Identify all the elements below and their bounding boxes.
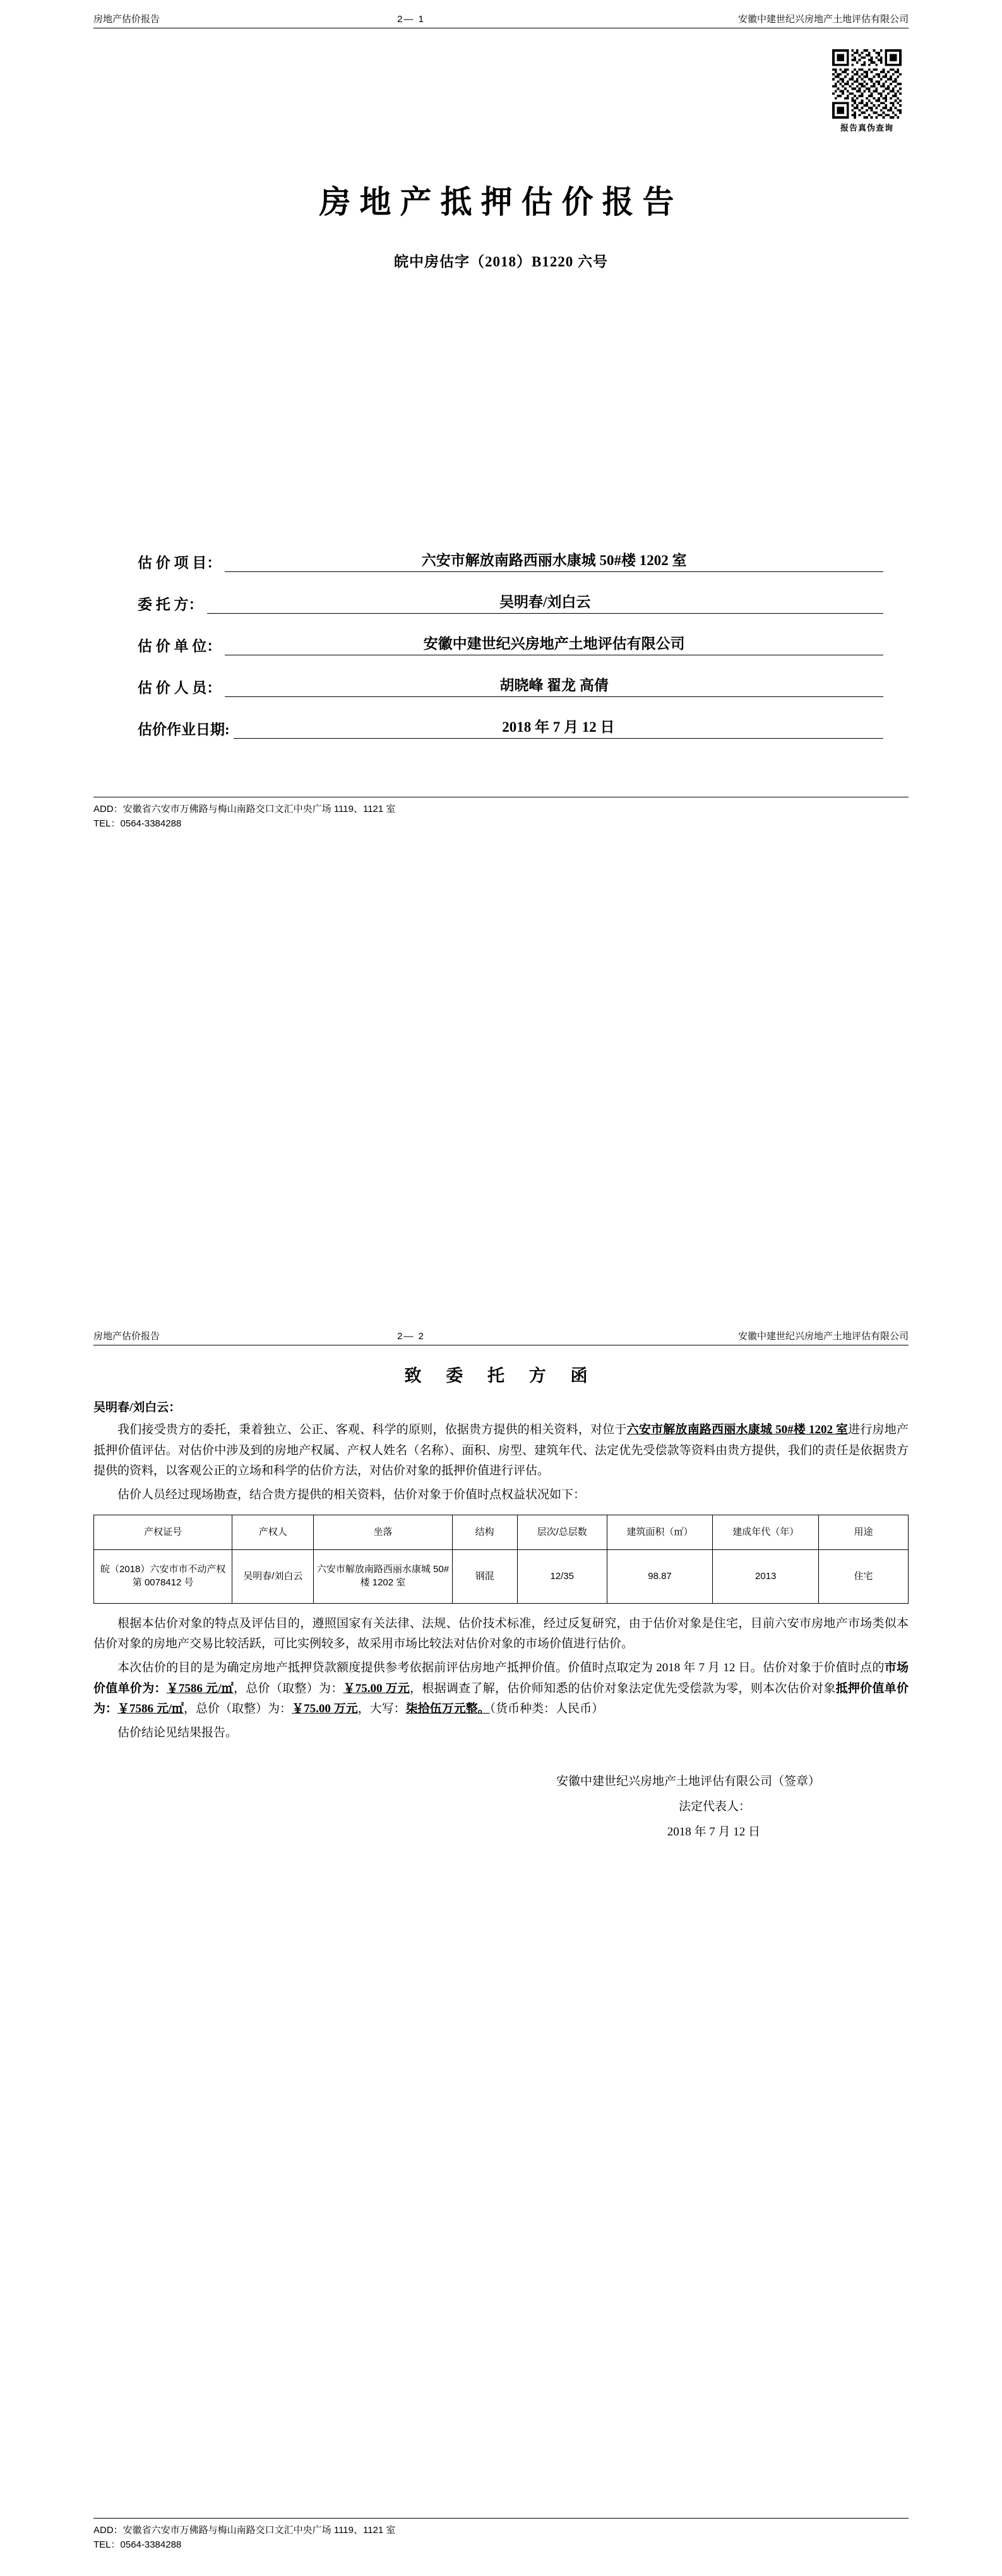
running-header-left-2: 房地产估价报告 (93, 1331, 160, 1342)
field-value-appraisers: 胡晓峰 翟龙 高倩 (225, 674, 883, 697)
para4-mortgage-value-label: 抵押价值单价为： (93, 1681, 909, 1716)
para4-part-g: ，大写： (357, 1702, 406, 1716)
th-certificate-no: 产权证号 (94, 1515, 232, 1549)
para1-subject-underlined: 六安市解放南路西丽水康城 50#楼 1202 室 (626, 1423, 849, 1436)
running-header-company-2: 安徽中建世纪兴房地产土地评估有限公司 (737, 1331, 909, 1342)
th-usage: 用途 (819, 1515, 909, 1549)
letter-addressee: 吴明春/刘白云： (93, 1401, 181, 1414)
th-location: 坐落 (314, 1515, 452, 1549)
footer-address: ADD：安徽省六安市万佛路与梅山南路交口文汇中央广场 1119、1121 室 (93, 804, 396, 814)
para4-market-value-label: 市场价值单价为： (93, 1661, 909, 1695)
footer-tel-2: TEL：0564-3384288 (93, 2539, 182, 2550)
td-owner: 吴明春/刘白云 (232, 1549, 314, 1603)
footer-address-2: ADD：安徽省六安市万佛路与梅山南路交口文汇中央广场 1119、1121 室 (93, 2524, 396, 2536)
td-location: 六安市解放南路西丽水康城 50#楼 1202 室 (314, 1549, 452, 1603)
page1-running-header (93, 0, 909, 28)
field-label-date: 估价作业日期: (138, 722, 230, 737)
td-year: 2013 (713, 1549, 819, 1603)
table-header-row (94, 1515, 909, 1549)
para4-part-f: ，总价（取整）为： (184, 1702, 292, 1716)
td-usage: 住宅 (819, 1549, 909, 1603)
para4-part-c: ，总价（取整）为： (234, 1681, 343, 1695)
field-value-date: 2018 年 7 月 12 日 (234, 715, 883, 739)
page-2 (0, 1317, 1002, 2576)
page2-running-header (93, 1317, 909, 1345)
td-area: 98.87 (607, 1549, 713, 1603)
field-value-client: 吴明春/刘白云 (207, 590, 884, 614)
field-value-project: 六安市解放南路西丽水康城 50#楼 1202 室 (225, 549, 883, 572)
running-header-company: 安徽中建世纪兴房地产土地评估有限公司 (737, 14, 909, 25)
running-header-page-number: 2— 1 (397, 14, 425, 25)
th-owner: 产权人 (232, 1515, 314, 1549)
para4-part-a: 本次估价的目的是为确定房地产抵押贷款额度提供参考依据前评估房地产抵押价值。价值时点取定为 2018 年 7 月 12 日。估价对象于价值时点的 (117, 1661, 885, 1675)
para1-part-a: 我们接受贵方的委托，秉着独立、公正、客观、科学的原则，依据贵方提供的相关资料，对位于 (117, 1423, 627, 1436)
th-floor: 层次/总层数 (517, 1515, 607, 1549)
mortgage-price-total: ￥75.00 万元 (292, 1702, 358, 1716)
signature-block (93, 1769, 909, 1845)
letter-paragraph-2: 估价人员经过现场勘查，结合贵方提供的相关资料，估价对象于价值时点权益状况如下： (117, 1488, 586, 1502)
mortgage-price-capital: 柒拾伍万元整。 (405, 1702, 490, 1716)
td-certificate-no: 皖（2018）六安市市不动产权第 0078412 号 (94, 1549, 232, 1603)
th-year: 建成年代（年） (713, 1515, 819, 1549)
qr-caption: 报告真伪查询 (840, 123, 893, 133)
letter-paragraph-1 (93, 1420, 909, 1482)
field-row-client (138, 590, 883, 614)
field-label-appraisers: 估 价 人 员： (138, 680, 222, 696)
para4-part-h: （货币种类：人民币） (489, 1702, 604, 1716)
letter-paragraph-5: 估价结论见结果报告。 (117, 1726, 238, 1740)
field-row-appraisal-company (138, 632, 883, 655)
page1-footer (93, 797, 909, 832)
qr-code-icon[interactable] (832, 49, 902, 119)
th-area: 建筑面积（㎡） (607, 1515, 713, 1549)
mortgage-price-unit: ￥7586 元/㎡ (117, 1702, 184, 1716)
market-price-total: ￥75.00 万元 (343, 1681, 410, 1695)
table-row (94, 1549, 909, 1603)
td-structure: 钢混 (452, 1549, 517, 1603)
page-title: 房地产抵押估价报告 (319, 184, 683, 220)
field-value-appraisal-company: 安徽中建世纪兴房地产土地评估有限公司 (225, 632, 883, 655)
footer-tel: TEL：0564-3384288 (93, 818, 182, 830)
field-row-appraisers (138, 674, 883, 697)
cover-fields (93, 549, 909, 739)
para1-part-b: 进行房地产抵押价值评估。对估价中涉及到的房地产权属、产权人姓名（名称）、面积、房型、建筑年代、法定优先受偿款等资料由贵方提供，我们的责任是依据贵方提供的资料，以客观公正的立场和科学的估价方法，对估价对象的抵押价值进行评估。 (93, 1423, 909, 1478)
field-label-client: 委 托 方： (138, 597, 203, 612)
running-header-left: 房地产估价报告 (93, 14, 160, 25)
signature-date: 2018 年 7 月 12 日 (667, 1825, 760, 1839)
para4-part-d: ，根据调查了解，估价师知悉的估价对象法定优先受偿款为零，则本次估价对象 (410, 1681, 836, 1695)
qr-verification-block (825, 49, 909, 133)
running-header-page-number-2: 2— 2 (397, 1331, 425, 1342)
field-label-project: 估 价 项 目： (138, 555, 222, 571)
report-number: 皖中房估字（2018）B1220 六号 (393, 254, 609, 270)
field-row-date (138, 715, 883, 739)
signature-legal-rep: 法定代表人： (678, 1799, 751, 1813)
field-row-project (138, 549, 883, 572)
property-table (93, 1515, 909, 1604)
letter-paragraph-3: 根据本估价对象的特点及评估目的，遵照国家有关法律、法规、估价技术标准，经过反复研究，由于估价对象是住宅，目前六安市房地产市场类似本估价对象的房地产交易比较活跃，可比实例较多，故采用市场比较法对估价对象的市场价值进行估价。 (93, 1616, 909, 1651)
letter-title: 致 委 托 方 函 (404, 1366, 598, 1385)
th-structure: 结构 (452, 1515, 517, 1549)
td-floor: 12/35 (517, 1549, 607, 1603)
signature-company: 安徽中建世纪兴房地产土地评估有限公司（签章） (556, 1774, 820, 1788)
field-label-appraisal-company: 估 价 单 位： (138, 638, 222, 654)
page2-footer (93, 2518, 909, 2553)
market-price-unit: ￥7586 元/㎡ (166, 1681, 234, 1695)
letter-paragraph-4 (93, 1658, 909, 1720)
